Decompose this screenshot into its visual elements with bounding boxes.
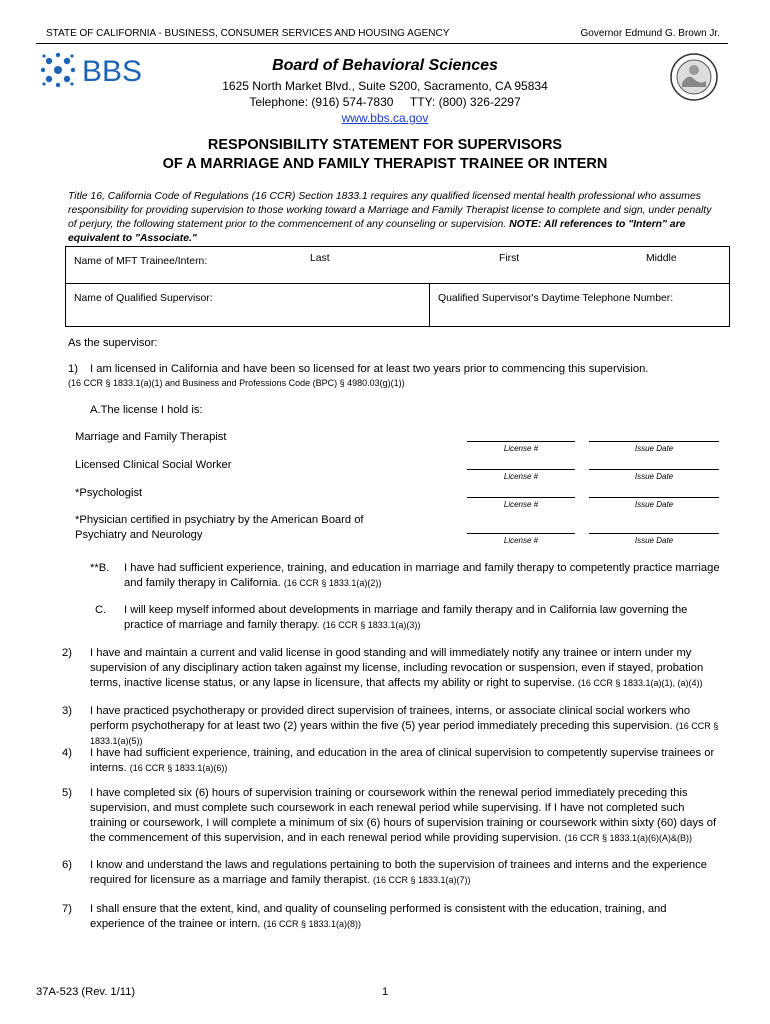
license-number-caption: License # (503, 536, 539, 545)
supervisor-phone-label: Qualified Supervisor's Daytime Telephone Number: (438, 293, 674, 304)
agency-name: STATE OF CALIFORNIA - BUSINESS, CONSUMER SERVICES AND HOUSING AGENCY (46, 28, 450, 39)
statement-4-text: I have had sufficient experience, training, and education in the area of clinical supervision to competently supervise trainees or interns. (90, 747, 715, 774)
statement-6-ref: (16 CCR § 1833.1(a)(7)) (372, 875, 471, 885)
form-title-line2: OF A MARRIAGE AND FAMILY THERAPIST TRAINEE OR INTERN (162, 156, 608, 172)
logo-text: BBS (82, 55, 143, 88)
as-supervisor-label: As the supervisor: (68, 337, 158, 349)
last-name-caption: Last (310, 253, 330, 264)
statement-1-text: I am licensed in California and have been so licensed for at least two years prior to commencing this supervision. (90, 363, 649, 375)
intro-note: NOTE: All references to "Intern" are equivalent to "Associate." (68, 219, 686, 244)
first-name-caption: First (499, 253, 520, 264)
agency-header-bar (36, 28, 728, 44)
issue-date-line-2[interactable] (589, 469, 719, 471)
issue-date-caption: Issue Date (634, 536, 674, 545)
statement-1-ref: (16 CCR § 1833.1(a)(1) and Business and Professions Code (BPC) § 4980.03(g)(1)) (68, 378, 405, 388)
page-number: 1 (382, 986, 389, 998)
statement-7-text: I shall ensure that the extent, kind, and quality of counseling performed is consistent with the education, training, and experience of the trainee or intern. (90, 903, 667, 930)
statement-2 (90, 646, 720, 691)
statement-7-ref: (16 CCR § 1833.1(a)(8)) (263, 919, 362, 929)
statement-5-ref: (16 CCR § 1833.1(a)(6)(A)&(B)) (564, 833, 693, 843)
item-b-ref: (16 CCR § 1833.1(a)(2)) (283, 578, 382, 588)
statement-4-number: 4) (62, 747, 72, 759)
issue-date-caption: Issue Date (634, 444, 674, 453)
statement-3 (90, 704, 720, 749)
statement-5-number: 5) (62, 787, 72, 799)
item-c-paragraph (124, 603, 720, 633)
intro-text: Title 16, California Code of Regulations (16 CCR) Section 1833.1 requires any qualified licensed mental health professional who assumes responsibility for providing supervision to those working toward a Marriage and Family Therapist license to complete and sign, under penalty of perjury, the following statement prior to the commencement of any counseling or supervision. (68, 191, 712, 230)
board-address: 1625 North Market Blvd., Suite S200, Sacramento, CA 95834 (222, 79, 548, 93)
state-seal (670, 53, 718, 101)
license-number-line-3[interactable] (467, 497, 575, 499)
statement-7 (90, 902, 720, 932)
license-number-caption: License # (503, 500, 539, 509)
board-name: Board of Behavioral Sciences (272, 57, 498, 74)
state-seal-icon (670, 53, 718, 101)
statement-3-text: I have practiced psychotherapy or provided direct supervision of trainees, interns, or associate clinical social workers who perform psychotherapy for at least two (2) years within the five (5) year period immediately preceding this supervision. (90, 705, 691, 732)
license-number-caption: License # (503, 444, 539, 453)
item-c-label: C. (95, 604, 107, 616)
statement-1-number: 1) (68, 363, 78, 375)
license-physician: *Physician certified in psychiatry by the American Board of Psychiatry and Neurology (75, 514, 364, 541)
issue-date-caption: Issue Date (634, 500, 674, 509)
statement-7-number: 7) (62, 903, 72, 915)
item-b-text: I have had sufficient experience, training, and education in marriage and family therapy to competently practice marriage and family therapy in California. (124, 562, 720, 589)
item-b-paragraph (124, 561, 720, 591)
license-number-caption: License # (503, 472, 539, 481)
governor-name: Governor Edmund G. Brown Jr. (580, 28, 720, 39)
field-divider (429, 284, 430, 326)
item-c-ref: (16 CCR § 1833.1(a)(3)) (322, 620, 421, 630)
statement-2-number: 2) (62, 647, 72, 659)
middle-name-caption: Middle (646, 253, 677, 264)
statement-2-ref: (16 CCR § 1833.1(a)(1), (a)(4)) (577, 678, 703, 688)
statement-6 (90, 858, 720, 888)
statement-5-text: I have completed six (6) hours of supervision training or coursework within the renewal period immediately preceding this supervision, and must complete such coursework in each renewal period while supervising. If I have not completed such training or coursework, I will complete a minimum of six (6) hours of supervision training or coursework within sixty (60) days of the commencement of this supervision, and in each renewal period while providing supervision. (90, 787, 717, 844)
trainee-name-label: Name of MFT Trainee/Intern: (74, 256, 208, 267)
statement-6-text: I know and understand the laws and regulations pertaining to both the supervision of trainees and interns and the experience required for licensure as a marriage and family therapist. (90, 859, 707, 886)
statement-6-number: 6) (62, 859, 72, 871)
statement-4 (90, 746, 720, 776)
license-heading: A.The license I hold is: (90, 404, 203, 416)
supervisor-info-row (65, 283, 730, 327)
intro-paragraph (68, 190, 718, 246)
issue-date-line-1[interactable] (589, 441, 719, 443)
board-website-link[interactable]: www.bbs.ca.gov (341, 111, 429, 125)
license-number-line-2[interactable] (467, 469, 575, 471)
statement-3-number: 3) (62, 705, 72, 717)
board-telephone: Telephone: (916) 574-7830 TTY: (800) 326-2297 (249, 95, 521, 109)
license-lcsw: Licensed Clinical Social Worker (75, 459, 232, 471)
supervisor-name-label: Name of Qualified Supervisor: (74, 293, 213, 304)
issue-date-caption: Issue Date (634, 472, 674, 481)
statement-5 (90, 786, 720, 846)
statement-4-ref: (16 CCR § 1833.1(a)(6)) (129, 763, 228, 773)
license-mft: Marriage and Family Therapist (75, 431, 227, 443)
form-title-line1: RESPONSIBILITY STATEMENT FOR SUPERVISORS (207, 137, 563, 153)
item-b-label: **B. (90, 562, 110, 574)
license-number-line-1[interactable] (467, 441, 575, 443)
license-psychologist: *Psychologist (75, 487, 143, 499)
form-number: 37A-523 (Rev. 1/11) (36, 986, 136, 998)
statement-3-ref: (16 CCR § 1833.1(a)(5)) (90, 721, 719, 746)
statement-2-text: I have and maintain a current and valid license in good standing and will immediately notify any trainee or intern under my supervision of any disciplinary action taken against my license, including revocation or suspension, even if stayed, probation terms, inactive license status, or any lapse in licensure, that affects my ability or right to supervise. (90, 647, 704, 689)
issue-date-line-3[interactable] (589, 497, 719, 499)
license-number-line-4[interactable] (467, 533, 575, 535)
trainee-name-field[interactable] (65, 246, 730, 284)
issue-date-line-4[interactable] (589, 533, 719, 535)
item-c-text: I will keep myself informed about developments in marriage and family therapy and in California law governing the practice of marriage and family therapy. (124, 604, 688, 631)
